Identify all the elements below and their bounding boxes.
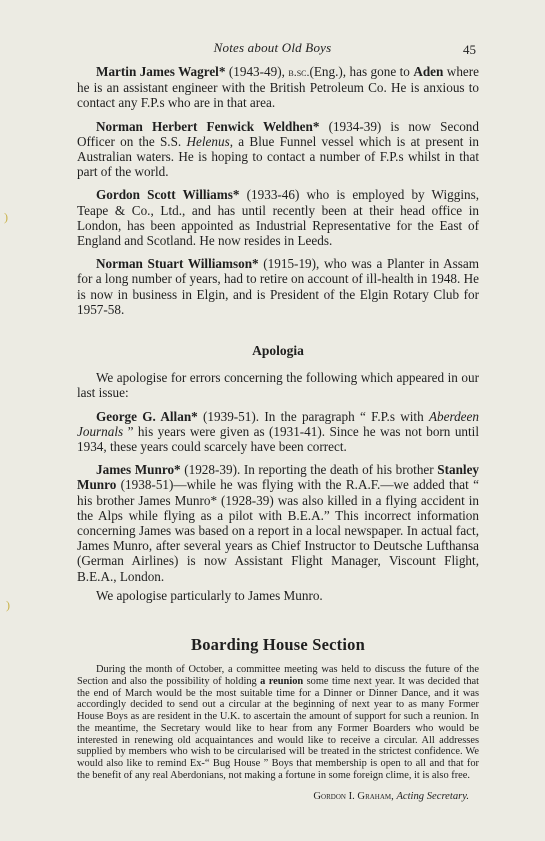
entry-name: Norman Stuart Williamson* [96,256,259,272]
entry-munro: James Munro* (1928-39). In reporting the death of his brother Stanley Munro (1938-51)—while he was flying with the R.A.F.—we added that “ his brother James Munro* (1928-39) was also killed in a flying accident in the Alps while flying as a pilot with B.E.A.” This incorrect information concerning James was based on a report in a local newspaper. In actual fact, James Munro, after several years as Chief Instructor to Deutsche Lufthansa (German Airlines) is now Assistant Flight Manager, Viscount Flight, B.E.A., London. [77,462,480,584]
entry-williams: Gordon Scott Williams* (1933-46) who is employed by Wiggins, Teape & Co., Ltd., and has until recently been at their head office in London, has been appointed as Industrial Representative for the East of England and Scotland. He now resides in Leeds. [77,187,480,249]
entry-name: James Munro* [96,462,181,478]
signature: Gordon I. Graham, Acting Secretary. [313,791,469,803]
apologia-heading: Apologia [252,343,304,359]
page-header [0,40,545,60]
running-title: Notes about Old Boys [213,40,332,55]
boarding-text: During the month of October, a committee meeting was held to discuss the future of the Section and also the possibility of holding a reunion some time next year. It was decided that the end of March would be the most suitable time for a Dinner or Dinner Dance, and it was accordingly decided to send out a circular at the beginning of next year to as many Former House Boys as are resident in the U.K. to ascertain the amount of support for such a reunion. In the meantime, the Secretary would like to hear from any Former Boarders who would be interested in renewing old acquaintances and would like to receive a circular. All addresses supplied by members who wish to be circularised will be treated in the strictest confidence. We would also like to remind Ex-“ Bug House ” Boys that membership is open to all and that for the benefit of any real Aberdonians, not making a fortune in some foreign clime, it is also free. [77,664,480,781]
article-body [77,64,479,805]
entry-name: Norman Herbert Fenwick Weldhen* [96,118,320,134]
entry-name: Martin James Wagrel* [96,64,226,79]
entry-williamson: Norman Stuart Williamson* (1915-19), who was a Planter in Assam for a long number of years, had to retire on account of ill-health in 1948. He is now in business in Elgin, and is President of the Elgin Rotary Club for 1957-58. [77,256,479,317]
entry-weldhen: Norman Herbert Fenwick Weldhen* (1934-39) is now Second Officer on the S.S. Helenus, a Blue Funnel vessel which is at present in Australian waters. He is hoping to contact a number of F.P.s whilst in that part of the world. [77,118,479,180]
margin-mark: ) [6,598,10,612]
page-number: 45 [463,42,476,57]
entry-allan: George G. Allan* (1939-51). In the paragraph “ F.P.s with Aberdeen Journals ” his years were given as (1931-41). Since he was not born until 1934, these years could scarcely have been correct. [77,408,479,455]
boarding-heading: Boarding House Section [190,635,365,655]
entry-name: Gordon Scott Williams* [96,187,240,203]
entry-name: George G. Allan* [96,408,198,424]
apologia-closing: We apologise particularly to James Munro. [96,587,323,603]
entry-wagrel: Martin James Wagrel* (1943-49), b.sc.(Eng.), has gone to Aden where he is an assistant engineer with the British Petroleum Co. He is anxious to contact any F.P.s who are in that area. [77,64,480,111]
margin-mark: ) [4,210,8,224]
apologia-intro: We apologise for errors concerning the following which appeared in our last issue: [77,370,479,401]
